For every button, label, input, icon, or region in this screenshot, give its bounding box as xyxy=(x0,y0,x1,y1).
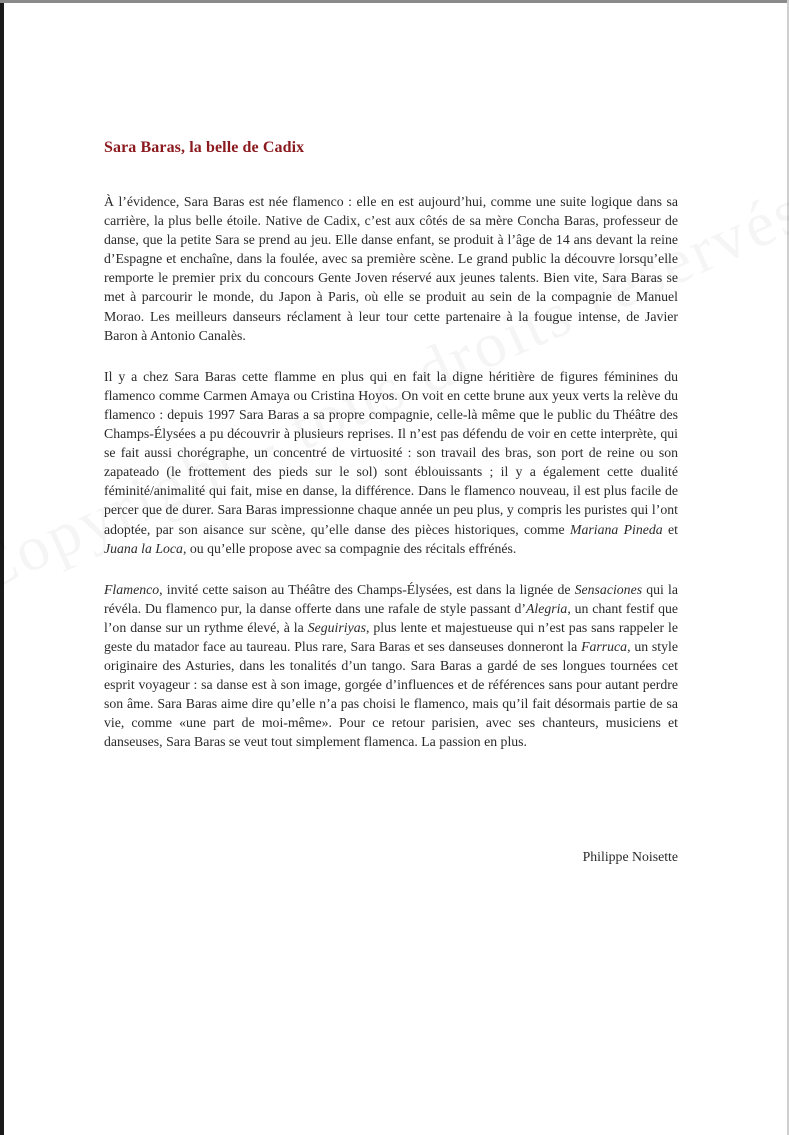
article-title: Sara Baras, la belle de Cadix xyxy=(104,139,305,156)
italic-title-run: Sensaciones xyxy=(574,581,643,597)
page-edge-top xyxy=(0,0,789,3)
italic-title-run: Alegria xyxy=(525,600,568,616)
author-signature: Philippe Noisette xyxy=(582,849,678,864)
text-run: Il y a chez Sara Baras cette flamme en plus qui en fait la digne héritière de figures féminines du flamenco comme Carmen Amaya ou Cristina Hoyos. On voit en cette brune aux yeux verts la relève du flamenco : depuis 1997 Sara Baras a sa propre compagnie, celle-là même que le public du Théâtre des Champs-Élysées a pu découvrir à plusieurs reprises. Il n’est pas défendu de voir en cette interprète, qui se fait aussi chorégraphe, un concentré de virtuosité : son travail des bras, son port de reine ou son zapateado (le frottement des pieds sur le sol) sont éblouissants ; il y a également cette dualité féminité/animalité qui fait, mise en danse, la différence. Dans le flamenco nouveau, il est plus facile de percer que de durer. Sara Baras impressionne chaque année un peu plus, y compris les puristes qui l’ont adoptée, par son aisance sur scène, qu’elle danse des pièces historiques, comme xyxy=(104,368,678,537)
text-run: , plus lente et majestueuse qui n’est pas sans rappeler le geste du matador face au taureau. Plus rare, Sara Baras et ses danseuses donneront la xyxy=(104,619,678,654)
article-body xyxy=(104,192,678,774)
italic-title-run: Farruca xyxy=(581,638,628,654)
text-run: , invité cette saison au Théâtre des Champs-Élysées, est dans la lignée de xyxy=(159,581,575,597)
italic-title-run: Juana la Loca xyxy=(104,540,183,556)
text-run: , un chant festif que l’on danse sur un rythme élevé, à la xyxy=(104,600,678,635)
text-run: , ou qu’elle propose avec sa compagnie des récitals effrénés. xyxy=(182,540,517,556)
italic-title-run: Seguiriyas xyxy=(307,619,366,635)
page-edge-left xyxy=(0,0,4,1135)
text-run: À l’évidence, Sara Baras est née flamenco : elle en est aujourd’hui, comme une suite logique dans sa carrière, la plus belle étoile. Native de Cadix, c’est aux côtés de sa mère Concha Baras, professeur de danse, que la petite Sara se prend au jeu. Elle danse enfant, se produit à l’âge de 14 ans devant la reine d’Espagne et enchaîne, dans la foulée, avec sa première scène. Le grand public la découvre lorsqu’elle remporte le premier prix du concours Gente Joven réservé aux jeunes talents. Bien vite, Sara Baras se met à parcourir le monde, du Japon à Paris, où elle se produit au sein de la compagnie de Manuel Morao. Les meilleurs danseurs réclament à leur tour cette partenaire à la fougue intense, de Javier Baron à Antonio Canalès. xyxy=(104,194,678,343)
text-run: qui la révéla. Du flamenco pur, la danse offerte dans une rafale de style passant d’ xyxy=(104,581,678,616)
text-run: et xyxy=(662,521,679,537)
italic-title-run: Flamenco xyxy=(104,581,160,597)
paragraph xyxy=(104,367,678,558)
paragraph xyxy=(104,192,678,345)
italic-title-run: Mariana Pineda xyxy=(569,521,663,537)
paragraph xyxy=(104,580,678,752)
text-run: , un style originaire des Asturies, dans les tonalités d’un tango. Sara Baras a gardé de ses longues tournées cet esprit voyageur : sa danse est à son image, gorgée d’influences et de références sans pour autant perdre son âme. Sara Baras aime dire qu’elle n’a pas choisi le flamenco, mais qu’il fait désormais partie de sa vie, comme «une part de moi-même». Pour ce retour parisien, avec ses chanteurs, musiciens et danseuses, Sara Baras se veut tout simplement flamenca. La passion en plus. xyxy=(104,638,678,750)
